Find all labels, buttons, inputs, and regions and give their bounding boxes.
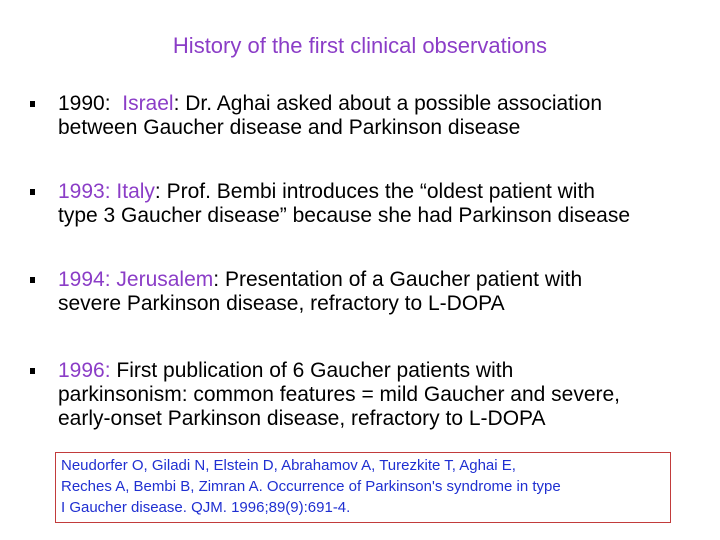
bullet-year: 1996: bbox=[58, 359, 111, 382]
bullet-line bbox=[58, 268, 718, 292]
bullet-rest: : Prof. Bembi introduces the “oldest patient with bbox=[154, 180, 595, 203]
bullet-place: Israel bbox=[122, 92, 174, 115]
bullet-year: 1994: bbox=[58, 268, 111, 291]
bullet-text bbox=[58, 268, 718, 316]
bullet-text bbox=[58, 180, 718, 228]
slide-title: History of the first clinical observations bbox=[172, 33, 548, 58]
bullet-marker bbox=[30, 101, 35, 107]
bullet-rest: : Dr. Aghai asked about a possible association bbox=[173, 92, 603, 115]
bullet-line: severe Parkinson disease, refractory to L-DOPA bbox=[58, 292, 505, 315]
bullet-place: Jerusalem bbox=[116, 268, 214, 291]
citation-box bbox=[55, 452, 671, 523]
bullet-line bbox=[58, 359, 718, 383]
bullet-line bbox=[58, 92, 718, 116]
bullet-line: parkinsonism: common features = mild Gaucher and severe, bbox=[58, 383, 621, 406]
citation-line: Neudorfer O, Giladi N, Elstein D, Abrahamov A, Turezkite T, Aghai E, bbox=[61, 457, 516, 474]
bullet-rest: : Presentation of a Gaucher patient with bbox=[213, 268, 583, 291]
bullet-text bbox=[58, 359, 718, 431]
bullet-rest: First publication of 6 Gaucher patients with bbox=[110, 359, 514, 382]
bullet-line: type 3 Gaucher disease” because she had Parkinson disease bbox=[58, 204, 631, 227]
citation-line: I Gaucher disease. QJM. 1996;89(9):691-4. bbox=[61, 499, 351, 516]
bullet-marker bbox=[30, 277, 35, 283]
bullet-line bbox=[58, 180, 718, 204]
bullet-marker bbox=[30, 189, 35, 195]
bullet-year: 1990: bbox=[58, 92, 111, 115]
bullet-line: early-onset Parkinson disease, refractory to L-DOPA bbox=[58, 407, 546, 430]
bullet-place: Italy bbox=[116, 180, 155, 203]
bullet-text bbox=[58, 92, 718, 140]
bullet-line: between Gaucher disease and Parkinson disease bbox=[58, 116, 521, 139]
bullet-marker bbox=[30, 368, 35, 374]
citation-line: Reches A, Bembi B, Zimran A. Occurrence of Parkinson's syndrome in type bbox=[61, 478, 561, 495]
bullet-year: 1993: bbox=[58, 180, 111, 203]
